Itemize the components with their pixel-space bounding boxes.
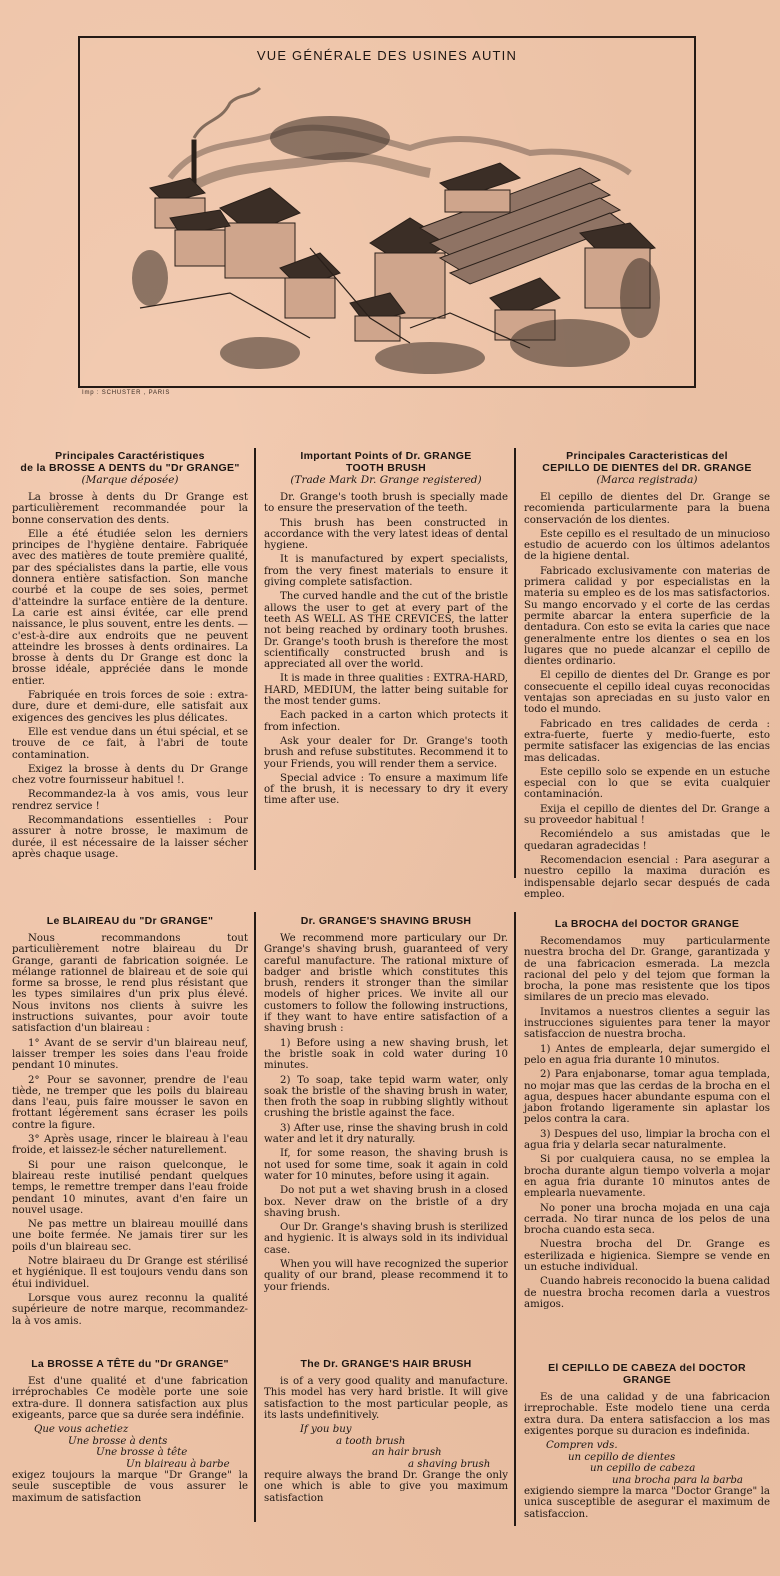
column-spanish-brocha — [524, 918, 770, 1313]
paragraph: If, for some reason, the shaving brush is not used for some time, soak it again in cold water for 10 minutes, before using it again. — [264, 1148, 508, 1182]
paragraph: 1) Antes de emplearla, dejar sumergido el pelo en agua fria durante 10 minutos. — [524, 1043, 770, 1066]
paragraph: Each packed in a carton which protects it from infection. — [264, 710, 508, 733]
paragraph: Recomiéndelo a sus amistadas que le quedaran agradecidas ! — [524, 829, 770, 852]
paragraph: Nous recommandons tout particulièrement notre blaireau du Dr Grange, garanti de fabrication soignée. Le mélange rationnel de blaireau et de soie qui forme sa brosse, le rend plus résistant que les types similaires d'un prix plus élevé. Nous invitons nos clients à suivre les instructions suivantes, pour avoir toute satisfaction d'un blaireau : — [12, 933, 248, 1035]
verse-line: Une brosse à dents — [68, 1435, 168, 1447]
column-english-hairbrush — [264, 1358, 508, 1507]
section-subtitle: (Trade Mark Dr. Grange registered) — [290, 474, 482, 486]
paragraph: 1) Before using a new shaving brush, let the bristle soak in cold water during 10 minutes. — [264, 1037, 508, 1072]
paragraph: It is made in three qualities : EXTRA-HARD, HARD, MEDIUM, the latter being suitable for the most tender gums. — [264, 673, 508, 708]
section-title: CEPILLO DE DIENTES del DR. GRANGE — [542, 462, 752, 474]
paragraph: Si por cualquiera causa, no se emplea la brocha durante algun tiempo volverla a mojar en agua fria durante 10 minutos antes de emplearla nuevamente. — [524, 1154, 770, 1200]
paragraph: Elle est vendue dans un étui spécial, et se trouve de ce fait, à l'abri de toute contamination. — [12, 726, 248, 761]
section-title: La BROCHA del DOCTOR GRANGE — [554, 918, 740, 930]
paragraph: Fabricado en tres calidades de cerda : extra-fuerte, fuerte y medio-fuerte, esto permite satisfacer las exigencias de las encias mas delicadas. — [524, 718, 770, 764]
paragraph: Elle a été étudiée selon les derniers principes de l'hygiène dentaire. Fabriquée avec des matières de toute première qualité, par des spécialistes dans la partie, elle vous donnera entière satisfaction. Son manche courbé et la coupe de ses soies, permet d'atteindre la surface entière de la denture. La carie est ainsi évitée, car elle prend naissance, le plus souvent, entre les dents. — c'est-à-dire aux endroits que ne peuvent atteindre les brosses à dents ordinaires. La brosse à dents du Dr Grange est donc la brosse idéale, appréciée dans le monde entier. — [12, 528, 248, 687]
paragraph: Nuestra brocha del Dr. Grange es esterilizada e higienica. Siempre se vende en un estuche individual. — [524, 1239, 770, 1274]
verse-line: Un blaireau à barbe — [126, 1458, 230, 1470]
illustration-frame — [78, 36, 696, 388]
paragraph: Est d'une qualité et d'une fabrication irréprochables Ce modèle porte une soie extra-dure. Il donnera satisfaction aux plus exigeants, parce que sa durée sera indéfinie. — [12, 1376, 248, 1421]
paragraph: Do not put a wet shaving brush in a closed box. Never draw on the bristle of a dry shaving brush. — [264, 1185, 508, 1219]
column-divider — [514, 448, 516, 878]
verse-line: Compren vds. — [546, 1440, 618, 1452]
verse-line: a tooth brush — [336, 1435, 406, 1447]
paragraph: Special advice : To ensure a maximum life of the brush, it is necessary to dry it every time after use. — [264, 772, 508, 807]
section-subtitle: (Marque déposée) — [81, 474, 179, 486]
column-english — [264, 450, 508, 810]
section-title: La BROSSE A TÊTE du "Dr GRANGE" — [31, 1358, 229, 1370]
verse-line: a shaving brush — [408, 1458, 491, 1470]
paragraph: 3) Despues del uso, limpiar la brocha con el agua fria y delarla secar naturalmente. — [524, 1128, 770, 1152]
closing-text: require always the brand Dr. Grange the only one which is able to give you maximum satisfaction — [264, 1470, 508, 1504]
paragraph: Exigez la brosse à dents du Dr Grange chez votre fournisseur habituel !. — [12, 763, 248, 787]
column-divider — [514, 912, 516, 1526]
column-english-shaving — [264, 915, 508, 1296]
paragraph: La brosse à dents du Dr Grange est particulièrement recommandée pour la bonne conservation des dents. — [12, 492, 248, 526]
verse-line: un cepillo de cabeza — [590, 1463, 696, 1475]
section-subtitle: (Marca registrada) — [596, 474, 698, 486]
verse-line: If you buy — [300, 1424, 352, 1436]
verse-line: una brocha para la barba — [612, 1474, 743, 1486]
paragraph: 3) After use, rinse the shaving brush in cold water and let it dry naturally. — [264, 1122, 508, 1146]
section-title: Important Points of Dr. GRANGE — [300, 450, 472, 462]
paragraph: Ne pas mettre un blaireau mouillé dans une boite fermée. Ne jamais tirer sur les poils d'un blaireau sec. — [12, 1219, 248, 1253]
paragraph: The curved handle and the cut of the bristle allows the user to get at every part of the teeth AS WELL AS THE CREVICES, the latter not being reached by ordinary tooth brushes. Dr. Grange's tooth brush is therefore the most scientifically constructed brush and is appreciated all over the world. — [264, 591, 508, 671]
column-divider — [254, 448, 256, 870]
paragraph: Fabricado exclusivamente con materias de primera calidad y por especialistas en la materia su empleo es de los mas satisfactorios. Su mango encorvado y el corte de las cerdas permite abarcar la entera superficie de la dentadura. Con esto se evita la caries que nace generalmente entre los dientes o sea en los lugares que no puede alcanzar el cepillo de dientes ordinario. — [524, 565, 770, 668]
section-title: Dr. GRANGE'S SHAVING BRUSH — [300, 915, 472, 927]
paragraph: When you will have recognized the superior quality of our brand, please recommend it to your friends. — [264, 1259, 508, 1293]
paragraph: 3° Après usage, rincer le blaireau à l'eau froide, et laissez-le sécher naturellement. — [12, 1134, 248, 1157]
paragraph: No poner una brocha mojada en una caja cerrada. No tirar nunca de los pelos de una brocha cuando esta seca. — [524, 1202, 770, 1237]
paragraph: Our Dr. Grange's shaving brush is sterilized and hygienic. It is always sold in its individual case. — [264, 1222, 508, 1256]
section-title: de la BROSSE A DENTS du "Dr GRANGE" — [20, 462, 240, 474]
paragraph: Este cepillo solo se expende en un estuche especial con lo que se evita cualquier contaminación. — [524, 766, 770, 801]
section-title: Principales Caracteristicas del — [566, 450, 728, 462]
paragraph: Recomendacion esencial : Para asegurar a nuestro cepillo la maxima duración es indispensable dejarlo secar después de cada empleo. — [524, 854, 770, 900]
paragraph: 2) To soap, take tepid warm water, only soak the bristle of the shaving brush in water, then froth the soap in rubbing slightly without crushing the bristle against the face. — [264, 1074, 508, 1120]
verse-line: Une brosse à tête — [96, 1447, 188, 1459]
paragraph: This brush has been constructed in accordance with the very latest ideas of dental hygiene. — [264, 517, 508, 552]
paragraph: It is manufactured by expert specialists, from the very finest materials to ensure it giving complete satisfaction. — [264, 554, 508, 589]
verse-line: an hair brush — [372, 1447, 442, 1459]
paragraph: is of a very good quality and manufacture. This model has very hard bristle. It will give satisfaction to the most particular people, as its lasts undefinitively. — [264, 1376, 508, 1421]
section-title: Principales Caractéristiques — [55, 450, 205, 462]
paragraph: Si pour une raison quelconque, le blaireau reste inutilisé pendant quelques temps, le remettre tremper dans l'eau froide pendant 10 minutes, avant d'en faire un nouvel usage. — [12, 1159, 248, 1216]
closing-text: exigez toujours la marque "Dr Grange" la seule susceptible de vous assurer le maximum de satisfaction — [12, 1470, 248, 1504]
section-title: El CEPILLO DE CABEZA del DOCTOR GRANGE — [548, 1362, 746, 1386]
section-title: The Dr. GRANGE'S HAIR BRUSH — [300, 1358, 472, 1370]
section-title: Le BLAIREAU du "Dr GRANGE" — [46, 915, 214, 927]
column-divider — [254, 912, 256, 1522]
paragraph: Invitamos a nuestros clientes a seguir las instrucciones siguientes para tener la mayor satisfaccion de nuestra brocha. — [524, 1006, 770, 1041]
paragraph: Dr. Grange's tooth brush is specially made to ensure the preservation of the teeth. — [264, 492, 508, 515]
paragraph: 2° Pour se savonner, prendre de l'eau tiède, ne tremper que les poils du blaireau dans l'eau, puis faire mousser le savon en frottant légèrement sans écraser les poils contre la figure. — [12, 1074, 248, 1131]
paragraph: El cepillo de dientes del Dr. Grange se recomienda particularmente para la buena conservación de los dientes. — [524, 492, 770, 526]
paragraph: 2) Para enjabonarse, tomar agua templada, no mojar mas que las cerdas de la brocha en el agua, despues hacer abundante espuma con el jabon frotando ligeramente sin aplastar los pelos contra la cara. — [524, 1069, 770, 1126]
printer-imprint: Imp : SCHUSTER , PARIS — [82, 390, 171, 396]
column-french-blaireau — [12, 915, 248, 1330]
paragraph: Fabriquée en trois forces de soie : extra-dure, dure et demi-dure, elle satisfait aux exigences des gencives les plus délicates. — [12, 690, 248, 724]
paragraph: Este cepillo es el resultado de un minucioso estudio de acuerdo con los últimos adelantos de la higiene dental. — [524, 528, 770, 563]
paragraph: El cepillo de dientes del Dr. Grange es por consecuente el cepillo ideal cuyas reconocidas ventajas son apreciadas en su justo valor en todo el mundo. — [524, 670, 770, 716]
paragraph: 1° Avant de se servir d'un blaireau neuf, laisser tremper les soies dans l'eau froide pendant 10 minutes. — [12, 1037, 248, 1072]
paragraph: Notre blairaeu du Dr Grange est stérilisé et hygiénique. Il est toujours vendu dans son étui individuel. — [12, 1256, 248, 1290]
verse-line: un cepillo de dientes — [568, 1451, 676, 1463]
column-spanish — [524, 450, 770, 903]
paragraph: Ask your dealer for Dr. Grange's tooth brush and refuse substitutes. Recommend it to your Friends, you will render them a service. — [264, 735, 508, 770]
paragraph: Recommandations essentielles : Pour assurer à notre brosse, le maximum de durée, il est nécessaire de la laisser sécher après chaque usage. — [12, 815, 248, 860]
column-french-brosse-tete — [12, 1358, 248, 1507]
paragraph: We recommend more particulary our Dr. Grange's shaving brush, guaranteed of very careful manufacture. The rational mixture of badger and bristle which constitutes this brush, renders it stronger than the similar models of higher prices. We invite all our customers to follow the following instructions, if they want to have entire satisfaction of a shaving brush : — [264, 933, 508, 1035]
closing-text: exigiendo siempre la marca "Doctor Grange" la unica susceptible de asegurar el maximum de satisfaccion. — [524, 1486, 770, 1520]
column-spanish-cepillo-cabeza — [524, 1362, 770, 1523]
illustration-title: VUE GÉNÉRALE DES USINES AUTIN — [256, 48, 518, 63]
section-title: TOOTH BRUSH — [345, 462, 427, 474]
verse-line: Que vous achetiez — [34, 1424, 129, 1436]
column-french — [12, 450, 248, 863]
paragraph: Exija el cepillo de dientes del Dr. Grange a su proveedor habitual ! — [524, 803, 770, 827]
paragraph: Lorsque vous aurez reconnu la qualité supérieure de notre marque, recommandez-la à vos amis. — [12, 1292, 248, 1327]
paragraph: Cuando habreis reconocido la buena calidad de nuestra brocha recomen darla a vuestros amigos. — [524, 1276, 770, 1310]
paragraph: Recommandez-la à vos amis, vous leur rendrez service ! — [12, 789, 248, 812]
factory-engraving — [110, 78, 666, 378]
paragraph: Recomendamos muy particularmente nuestra brocha del Dr. Grange, garantizada y de una fabricacion esmerada. La mezcla racional del pelo y del tejom que forman la brocha, la pone mas resistente que los tipos similares de un precio mas elevado. — [524, 936, 770, 1004]
paragraph: Es de una calidad y de una fabricacion irreprochable. Este modelo tiene una cerda extra dura. Da entera satisfaccion a los mas exigentes porque su duracion es indefinida. — [524, 1392, 770, 1437]
